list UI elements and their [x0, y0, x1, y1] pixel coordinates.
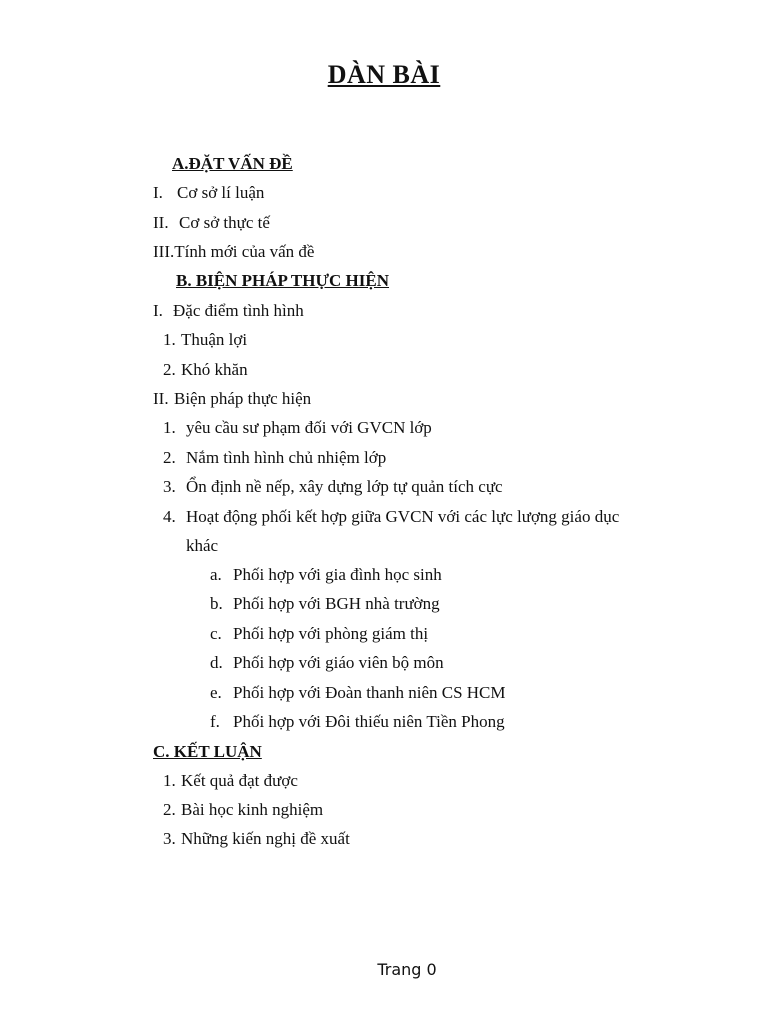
item-number: 2. — [163, 448, 176, 467]
list-item — [163, 507, 619, 527]
item-number: 3. — [163, 829, 176, 848]
item-number: 2. — [163, 800, 176, 819]
item-number: II. — [153, 389, 169, 408]
item-text: Ổn định nề nếp, xây dựng lớp tự quản tích cực — [186, 477, 503, 496]
item-text: Thuận lợi — [181, 330, 248, 349]
item-number: 4. — [163, 507, 176, 526]
list-item — [163, 771, 298, 791]
list-item-continuation: khác — [186, 536, 219, 555]
list-item — [210, 712, 505, 732]
item-number: e. — [210, 683, 222, 702]
list-item — [153, 301, 304, 321]
item-number: I. — [153, 183, 163, 202]
item-text: Cơ sở lí luận — [177, 183, 265, 202]
item-text: Phối hợp với BGH nhà trường — [233, 594, 440, 613]
item-text: Phối hợp với Đoàn thanh niên CS HCM — [233, 683, 506, 702]
list-item — [163, 829, 350, 849]
item-number: 2. — [163, 360, 176, 379]
item-text: yêu cầu sư phạm đối với GVCN lớp — [186, 418, 432, 437]
item-text: Cơ sở thực tế — [179, 213, 270, 232]
list-item — [153, 389, 311, 409]
item-text: Những kiến nghị đề xuất — [181, 829, 350, 848]
document-title: DÀN BÀI — [327, 60, 441, 89]
item-text: Khó khăn — [181, 360, 248, 379]
section-a-heading: A.ĐẶT VẤN ĐỀ — [172, 154, 293, 173]
list-item — [153, 242, 314, 262]
page-footer: Trang 0 — [377, 960, 437, 979]
list-item — [210, 624, 428, 644]
item-number: III. — [153, 242, 175, 261]
item-number: 1. — [163, 418, 176, 437]
item-text: Biện pháp thực hiện — [174, 389, 312, 408]
item-number: c. — [210, 624, 222, 643]
list-item — [163, 418, 432, 438]
section-b-heading: B. BIỆN PHÁP THỰC HIỆN — [176, 271, 390, 290]
item-text: Phối hợp với gia đình học sinh — [233, 565, 442, 584]
item-number: b. — [210, 594, 223, 613]
item-number: 1. — [163, 771, 176, 790]
list-item — [163, 800, 323, 820]
list-item — [163, 360, 248, 380]
item-text: Kết quả đạt được — [181, 771, 298, 790]
item-text: Phối hợp với Đôi thiếu niên Tiền Phong — [233, 712, 505, 731]
list-item — [163, 448, 386, 468]
section-c-heading: C. KẾT LUẬN — [153, 742, 262, 761]
list-item — [210, 683, 506, 703]
item-number: 3. — [163, 477, 176, 496]
item-number: 1. — [163, 330, 176, 349]
item-text: Hoạt động phối kết hợp giữa GVCN với các lực lượng giáo dục — [186, 507, 620, 526]
item-number: a. — [210, 565, 222, 584]
item-text: Đặc điểm tình hình — [173, 301, 304, 320]
list-item — [163, 477, 503, 497]
list-item — [153, 183, 264, 203]
item-text: Bài học kinh nghiệm — [181, 800, 324, 819]
list-item — [210, 653, 444, 673]
item-number: I. — [153, 301, 163, 320]
item-text: Phối hợp với phòng giám thị — [233, 624, 429, 643]
item-number: d. — [210, 653, 223, 672]
list-item — [153, 213, 270, 233]
list-item — [163, 330, 247, 350]
item-text: Nắm tình hình chủ nhiệm lớp — [186, 448, 387, 467]
item-text: Tính mới của vấn đề — [174, 242, 315, 261]
item-number: II. — [153, 213, 169, 232]
item-text: Phối hợp với giáo viên bộ môn — [233, 653, 444, 672]
list-item — [210, 565, 442, 585]
list-item — [210, 594, 440, 614]
item-number: f. — [210, 712, 220, 731]
